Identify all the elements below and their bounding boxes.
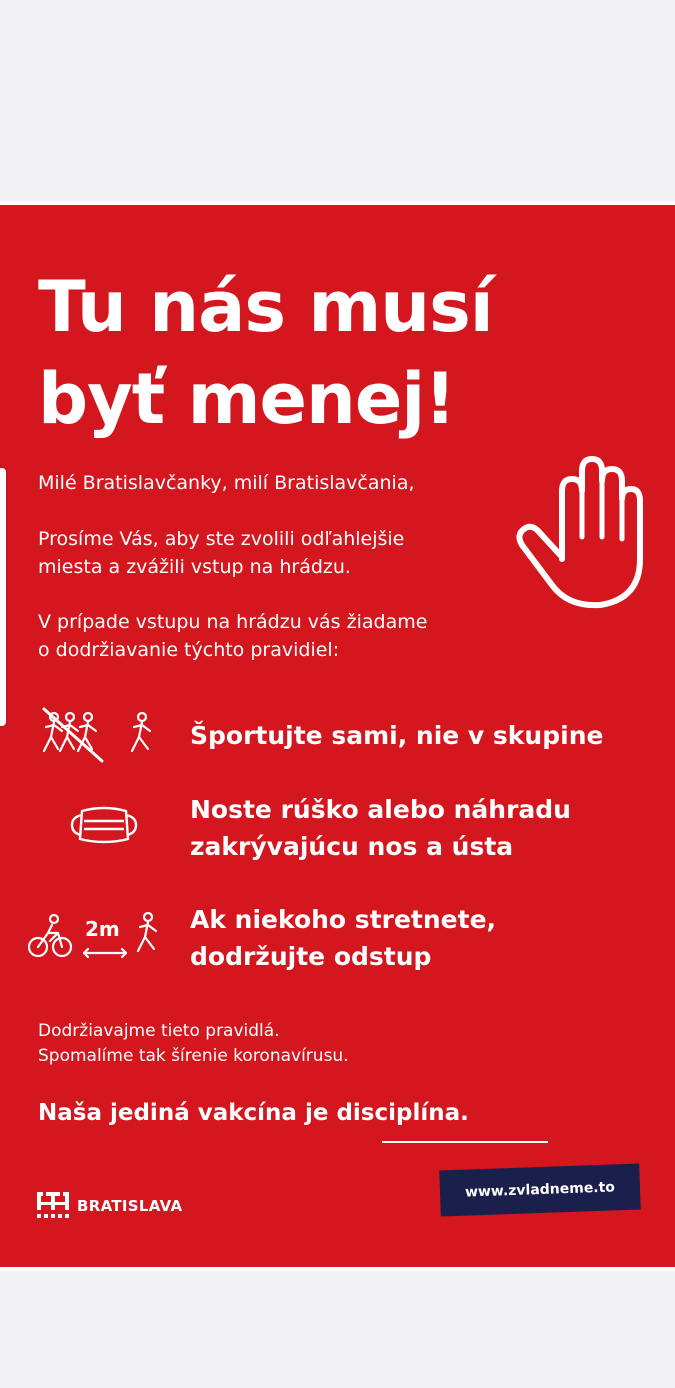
rule-sport-alone: Športujte sami, nie v skupine bbox=[190, 721, 604, 750]
stop-hand-icon bbox=[512, 451, 652, 611]
slogan-underline bbox=[382, 1141, 548, 1143]
request-line-1: Prosíme Vás, aby ste zvolili odľahlejšie bbox=[38, 528, 405, 550]
bratislava-logo-text: BRATISLAVA bbox=[77, 1197, 183, 1215]
poster bbox=[0, 201, 675, 1271]
headline-line-1: Tu nás musí bbox=[38, 266, 493, 348]
closing-line-1: Dodržiavajme tieto pravidlá. bbox=[38, 1021, 280, 1041]
bratislava-logo bbox=[37, 1191, 182, 1221]
headline-line-2: byť menej! bbox=[38, 358, 456, 440]
rules-intro-line-2: o dodržiavanie týchto pravidiel: bbox=[38, 639, 340, 661]
headline bbox=[38, 261, 493, 445]
rule-keep-distance bbox=[190, 901, 496, 975]
scroll-handle[interactable] bbox=[0, 468, 6, 726]
rule-wear-mask bbox=[190, 791, 571, 865]
bottom-whitespace bbox=[0, 1276, 675, 1388]
request-text bbox=[38, 525, 404, 581]
greeting-text: Milé Bratislavčanky, milí Bratislavčania, bbox=[38, 472, 415, 494]
rule-distance-line-2: dodržujte odstup bbox=[190, 942, 432, 971]
request-line-2: miesta a zvážili vstup na hrádzu. bbox=[38, 556, 351, 578]
rule-mask-line-1: Noste rúško alebo náhradu bbox=[190, 795, 571, 824]
closing-text bbox=[38, 1019, 349, 1069]
rules-intro-text bbox=[38, 608, 427, 664]
bratislava-logo-icon bbox=[37, 1192, 69, 1220]
distance-label: 2m bbox=[85, 917, 120, 941]
no-group-running-icon bbox=[40, 705, 160, 765]
top-whitespace bbox=[0, 0, 675, 195]
website-link[interactable]: www.zvladneme.to bbox=[439, 1164, 640, 1217]
face-mask-icon bbox=[68, 803, 140, 847]
rules-intro-line-1: V prípade vstupu na hrádzu vás žiadame bbox=[38, 611, 428, 633]
rule-mask-line-2: zakrývajúcu nos a ústa bbox=[190, 832, 514, 861]
distance-icon bbox=[28, 907, 168, 961]
slogan: Naša jediná vakcína je disciplína. bbox=[38, 1100, 469, 1126]
rule-distance-line-1: Ak niekoho stretnete, bbox=[190, 905, 497, 934]
closing-line-2: Spomalíme tak šírenie koronavírusu. bbox=[38, 1046, 349, 1066]
